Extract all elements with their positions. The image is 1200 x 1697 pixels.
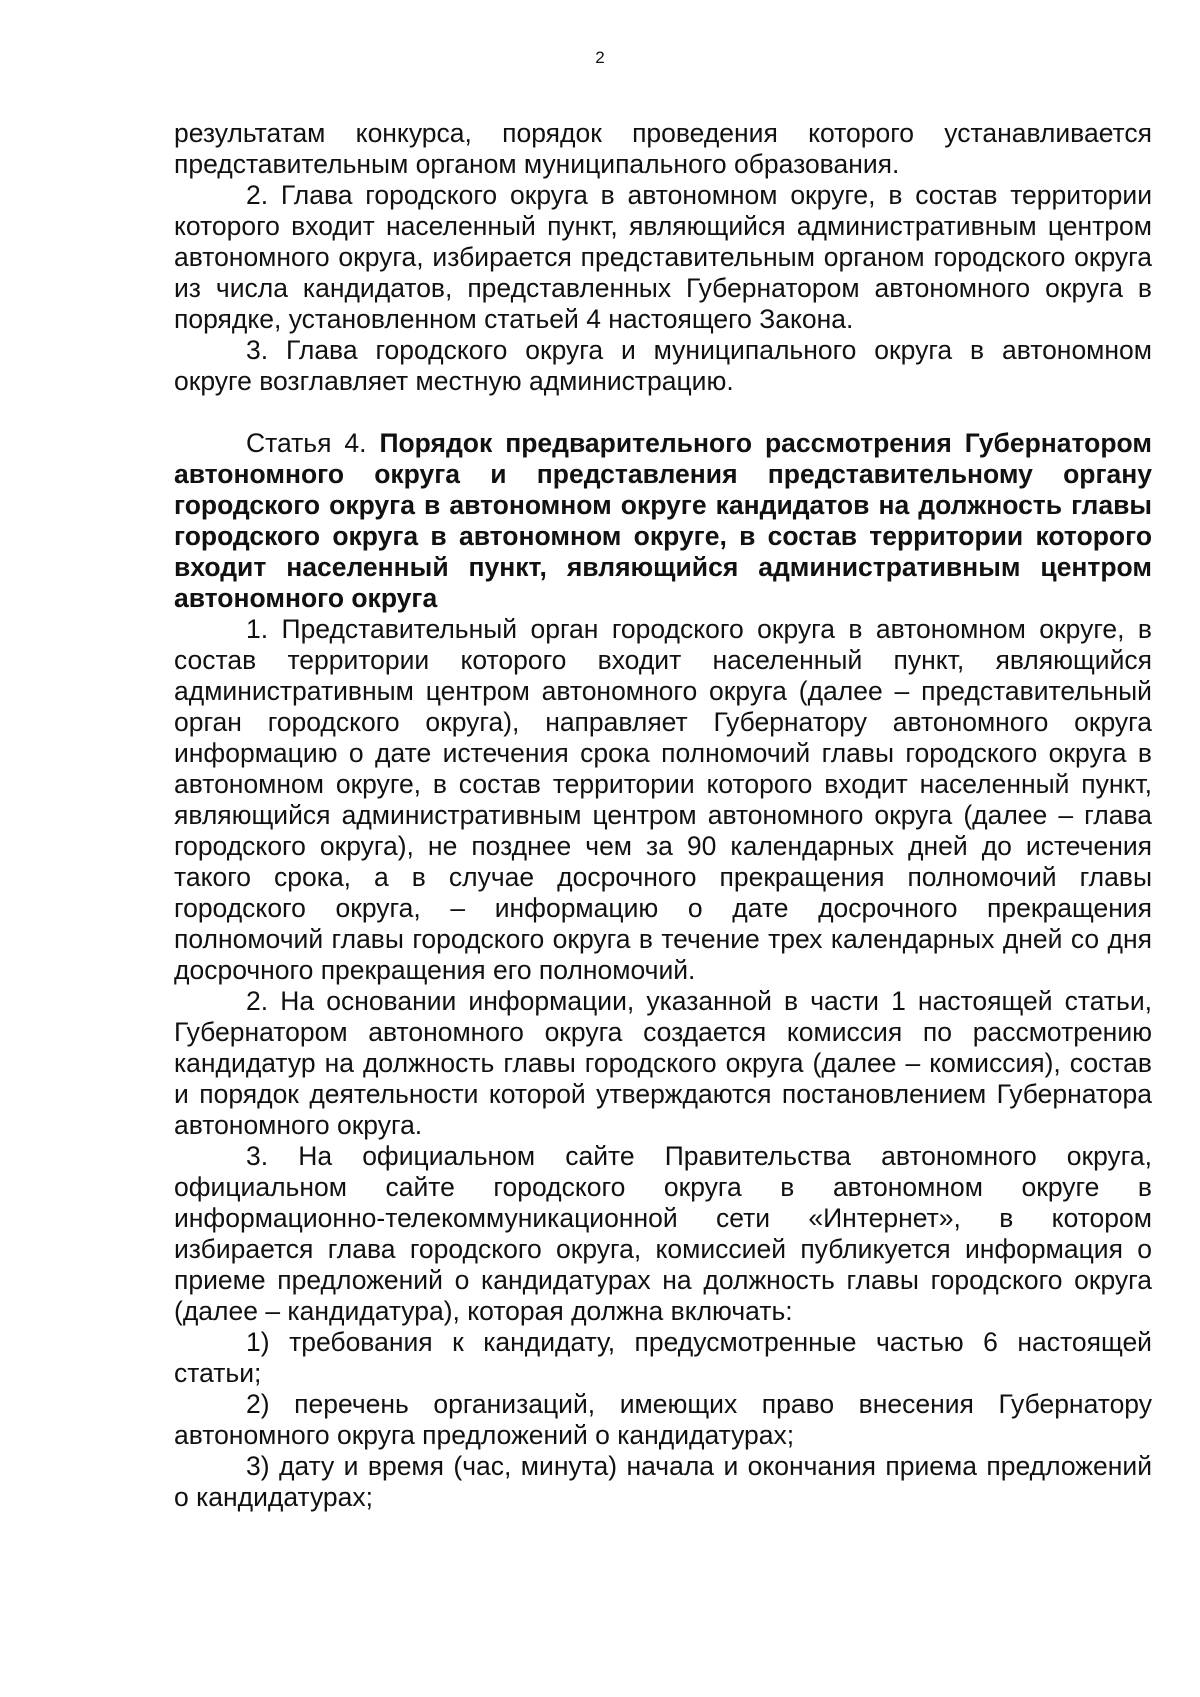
article-paragraph-1: 1. Представительный орган городского округа в автономном округе, в состав территории которого входит населенный пункт, являющийся административным центром автономного округа (далее – представительный орган городского округа), направляет Губернатору автономного округа информацию о дате истечения срока полномочий главы городского округа в автономном округе, в состав территории которого входит населенный пункт, являющийся административным центром автономного округа (далее – глава городского округа), не позднее чем за 90 календарных дней до истечения такого срока, а в случае досрочного прекращения полномочий главы городского округа, – информацию о дате досрочного прекращения полномочий главы городского округа в течение трех календарных дней со дня досрочного прекращения его полномочий. [174,614,1152,985]
paragraph-item-2: 2. Глава городского округа в автономном округе, в состав территории которого входит населенный пункт, являющийся административным центром автономного округа, избирается представительным органом городского округа из числа кандидатов, представленных Губернатором автономного округа в порядке, установленном статьей 4 настоящего Закона. [174,180,1152,334]
paragraph-item-3: 3. Глава городского округа и муниципального округа в автономном округе возглавляет местную администрацию. [174,335,1152,396]
list-item-2: 2) перечень организаций, имеющих право внесения Губернатору автономного округа предложений о кандидатурах; [174,1389,1152,1450]
paragraph-continuation: результатам конкурса, порядок проведения которого устанавливается представительным органом муниципального образования. [174,118,1152,179]
list-item-1: 1) требования к кандидату, предусмотренные частью 6 настоящей статьи; [174,1327,1152,1388]
document-body [174,118,1152,1513]
section-spacer [174,397,1152,428]
article-paragraph-2: 2. На основании информации, указанной в части 1 настоящей статьи, Губернатором автономного округа создается комиссия по рассмотрению кандидатур на должность главы городского округа (далее – комиссия), состав и порядок деятельности которой утверждаются постановлением Губернатора автономного округа. [174,986,1152,1140]
article-heading [174,428,1152,614]
page-number: 2 [595,48,605,67]
article-paragraph-3: 3. На официальном сайте Правительства автономного округа, официальном сайте городского округа в автономном округе в информационно-телекоммуникационной сети «Интернет», в котором избирается глава городского округа, комиссией публикуется информация о приеме предложений о кандидатурах на должность главы городского округа (далее – кандидатура), которая должна включать: [174,1141,1152,1326]
article-label: Статья 4. [246,428,367,458]
article-title: Порядок предварительного рассмотрения Губернатором автономного округа и представления представительному органу городского округа в автономном округе кандидатов на должность главы городского округа в автономном округе, в состав территории которого входит населенный пункт, являющийся административным центром автономного округа [174,428,1152,613]
list-item-3: 3) дату и время (час, минута) начала и окончания приема предложений о кандидатурах; [174,1451,1152,1512]
